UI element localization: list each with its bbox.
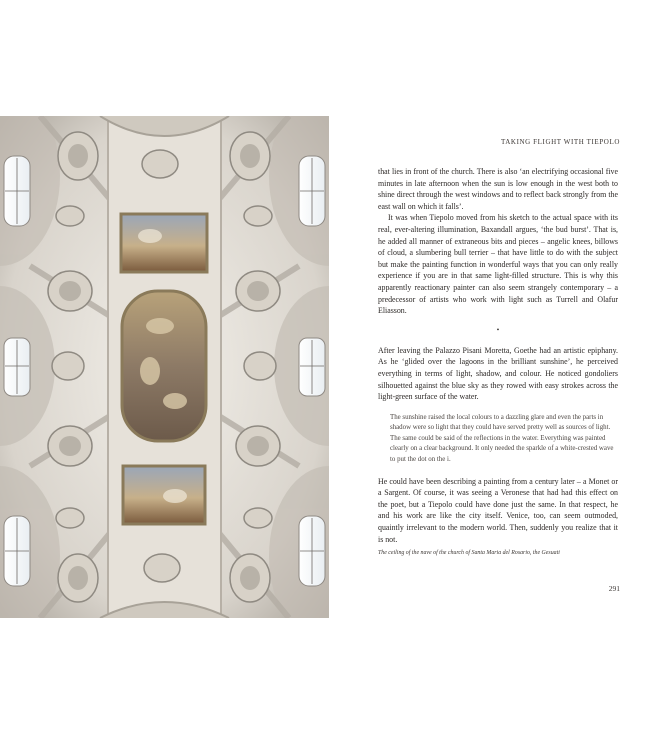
photo-caption: The ceiling of the nave of the church of Santa Maria del Rosario, the Gesuati — [378, 550, 560, 556]
block-quote: The sunshine raised the local colours to a dazzling glare and even the parts in shadow were so light that they could have served pretty well as sources of light. The same could be said of the reflections in the water. Everything was painted clearly on a clear background. It only needed the sparkle of a white-crested wave to put the dot on the i. — [390, 413, 614, 464]
ceiling-photo — [0, 116, 329, 618]
section-break-ornament: • — [496, 325, 500, 334]
page-number: 291 — [608, 584, 620, 593]
ceiling-photo-illustration — [0, 116, 329, 618]
paragraph: He could have been describing a painting from a century later – a Monet or a Sargent. Of course, it was seeing a Veronese that had had this effect on the poet, but a Tiepolo could have done just the same. In that respect, he and his work are like the city itself. Venice, too, can seem outmoded, quaintly irrelevant to the modern world. Then, suddenly you realize that it is not. — [378, 476, 618, 544]
paragraph: It was when Tiepolo moved from his sketch to the actual space with its real, ever-altering illumination, Baxandall argues, ‘the bud burst’. That is, he added all manner of extraneous bits and pieces – angelic knees, billows of cloud, a slumbering bull terrier – that have little to do with the subject but make the painting function in wonderful ways that you can only really experience if you are in that same light-filled structure. This is why this apparently reactionary painter can also seem strangely contemporary – a predecessor of artists who work with light such as Turrell and Olafur Eliasson. — [378, 213, 618, 316]
running-head: TAKING FLIGHT WITH TIEPOLO — [500, 138, 620, 146]
body-text — [378, 166, 618, 545]
paragraph: After leaving the Palazzo Pisani Moretta, Goethe had an artistic epiphany. As he ‘glided over the lagoons in the brilliant sunshine’, he perceived everything in terms of light, shadow, and colour. He noticed gondoliers silhouetted against the blue sky as they rowed with easy strokes across the light-green surface of the water. — [378, 345, 618, 402]
paragraph: that lies in front of the church. There is also ‘an electrifying occasional five minutes in late afternoon when the sun is low enough in the west both to shine direct through the west windows and to reflect back strongly from the east wall on which it falls’. — [378, 167, 618, 211]
